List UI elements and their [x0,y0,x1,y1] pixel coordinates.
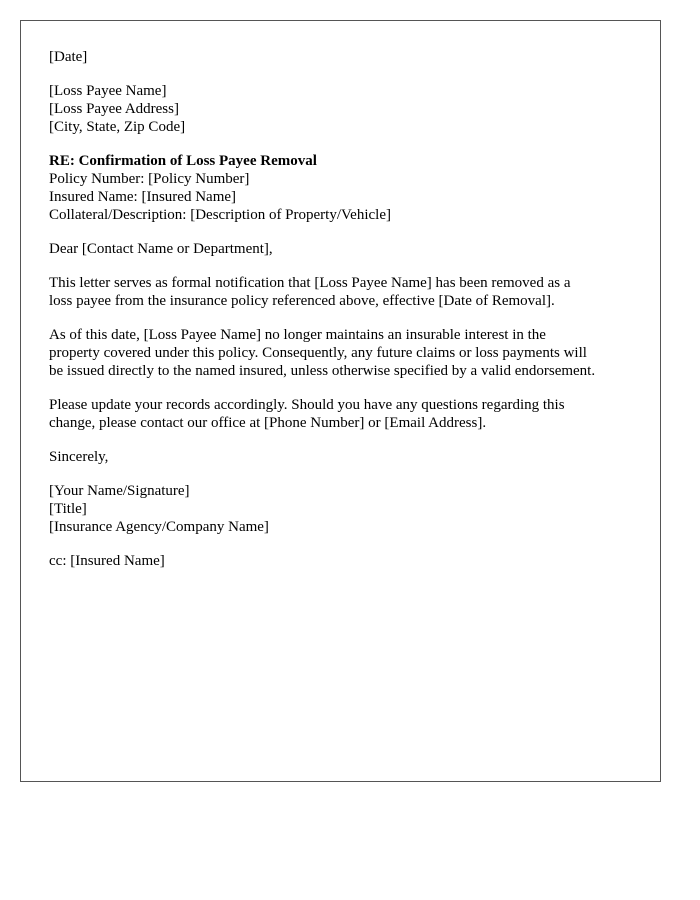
recipient-name: [Loss Payee Name] [49,83,167,99]
insured-name: Insured Name: [Insured Name] [49,189,237,205]
subject-line: RE: Confirmation of Loss Payee Removal [49,153,317,169]
signer-company: [Insurance Agency/Company Name] [49,519,269,535]
closing-text: Sincerely, [49,449,109,465]
signature-block [49,482,660,536]
recipient-address [49,82,660,136]
salutation-text: Dear [Contact Name or Department], [49,241,273,257]
paragraph-line: change, please contact our office at [Phone Number] or [Email Address]. [49,415,487,431]
body-paragraph-2 [49,326,660,380]
collateral-description: Collateral/Description: [Description of Property/Vehicle] [49,207,391,223]
letter-page [20,20,661,782]
paragraph-line: This letter serves as formal notification that [Loss Payee Name] has been removed as a [49,275,571,291]
recipient-street: [Loss Payee Address] [49,101,179,117]
signer-name: [Your Name/Signature] [49,483,190,499]
body-paragraph-3 [49,396,660,432]
paragraph-line: Please update your records accordingly. Should you have any questions regarding this [49,397,565,413]
paragraph-line: property covered under this policy. Consequently, any future claims or loss payments will [49,345,587,361]
policy-number: Policy Number: [Policy Number] [49,171,250,187]
signer-title: [Title] [49,501,87,517]
salutation [49,240,660,258]
letter-date [49,48,660,66]
cc-block [49,552,660,570]
paragraph-line: As of this date, [Loss Payee Name] no longer maintains an insurable interest in the [49,327,546,343]
date-text: [Date] [49,49,88,65]
body-paragraph-1 [49,274,660,310]
closing [49,448,660,466]
reference-block [49,152,660,224]
paragraph-line: be issued directly to the named insured, unless otherwise specified by a valid endorsement. [49,363,596,379]
paragraph-line: loss payee from the insurance policy referenced above, effective [Date of Removal]. [49,293,555,309]
recipient-city: [City, State, Zip Code] [49,119,186,135]
cc-text: cc: [Insured Name] [49,553,165,569]
